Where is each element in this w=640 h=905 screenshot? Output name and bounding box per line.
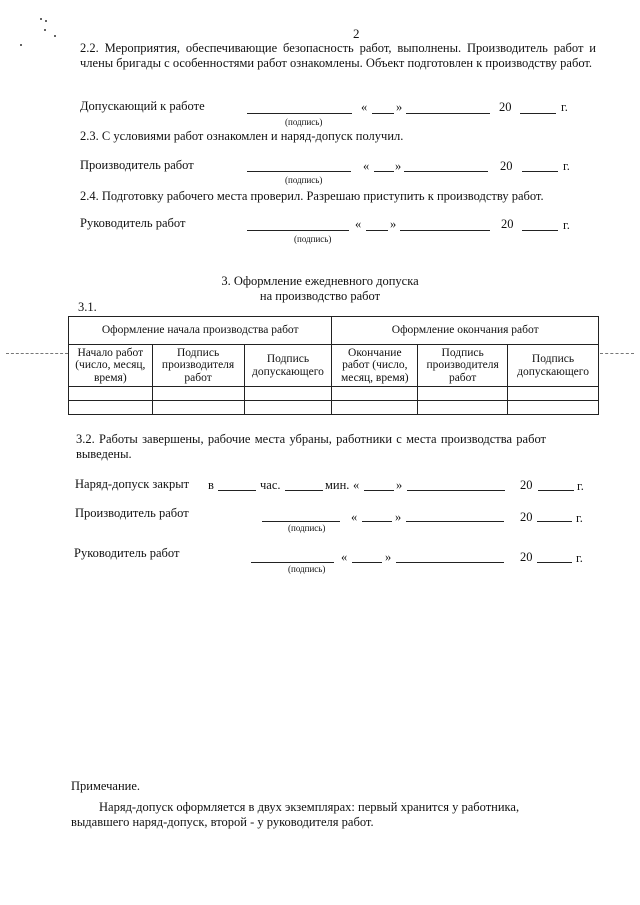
quote-close: »: [396, 100, 403, 114]
year-prefix: 20: [520, 478, 533, 492]
table-row: [69, 387, 599, 401]
day-line: [362, 521, 392, 522]
month-line: [406, 113, 490, 114]
header-start-group: Оформление начала производства работ: [69, 317, 332, 345]
quote-close: »: [396, 478, 403, 492]
signature-line: [247, 113, 352, 114]
quote-open: «: [351, 510, 358, 524]
page-number: 2: [353, 26, 360, 41]
table-cell[interactable]: [332, 387, 418, 401]
day-line: [374, 171, 394, 172]
scan-speck: [54, 35, 56, 37]
table-cell[interactable]: [152, 387, 244, 401]
signature-line: [247, 230, 349, 231]
table-cell[interactable]: [69, 401, 153, 415]
quote-open: «: [353, 478, 360, 492]
year-prefix: 20: [501, 217, 514, 231]
section-3-2-text: 3.2. Работы завершены, рабочие места убраны, работники с места производства работ выведены.: [76, 432, 546, 461]
table-cell[interactable]: [418, 387, 508, 401]
year-suffix: г.: [563, 218, 570, 232]
day-line: [372, 113, 394, 114]
table-cell[interactable]: [152, 401, 244, 415]
closed-label: Наряд-допуск закрыт: [75, 477, 190, 491]
quote-close: »: [395, 159, 402, 173]
year-line: [520, 113, 556, 114]
year-line: [522, 171, 558, 172]
year-line: [537, 562, 572, 563]
section-2-4-text: 2.4. Подготовку рабочего места проверил. Разрешаю приступить к производству работ.: [80, 189, 544, 203]
role-work-producer: Производитель работ: [80, 158, 194, 172]
note-title: Примечание.: [71, 779, 141, 793]
year-suffix: г.: [577, 479, 584, 493]
column-header: Подпись производителя работ: [152, 345, 244, 387]
year-suffix: г.: [576, 551, 583, 565]
section-2-2-text: 2.2. Мероприятия, обеспечивающие безопасность работ, выполнены. Производитель работ и члены бригады с особенностями работ ознакомлены. Объект подготовлен к производству работ.: [80, 41, 596, 70]
signature-line: [247, 171, 351, 172]
role-work-manager: Руководитель работ: [74, 546, 180, 560]
month-line: [407, 490, 505, 491]
year-line: [538, 490, 574, 491]
year-suffix: г.: [561, 100, 568, 114]
quote-close: »: [390, 217, 397, 231]
signature-hint: (подпись): [294, 234, 332, 244]
table-cell[interactable]: [508, 387, 599, 401]
quote-open: «: [361, 100, 368, 114]
minutes-label: мин.: [325, 478, 350, 492]
year-suffix: г.: [563, 159, 570, 173]
quote-open: «: [341, 550, 348, 564]
header-end-group: Оформление окончания работ: [332, 317, 599, 345]
scan-fold-line: [6, 353, 68, 354]
table-cell[interactable]: [244, 401, 332, 415]
quote-close: »: [395, 510, 402, 524]
hours-line: [218, 490, 256, 491]
signature-hint: (подпись): [288, 523, 326, 533]
note-text: Наряд-допуск оформляется в двух экземплярах: первый хранится у работника, выдавшего наряд-допуск, второй - у руководителя работ.: [71, 800, 520, 829]
year-suffix: г.: [576, 511, 583, 525]
table-cell[interactable]: [418, 401, 508, 415]
year-line: [537, 521, 572, 522]
day-line: [364, 490, 394, 491]
scan-speck: [44, 29, 46, 31]
month-line: [404, 171, 488, 172]
column-header: Начало работ (число, месяц, время): [69, 345, 153, 387]
hours-label: час.: [260, 478, 281, 492]
table-cell[interactable]: [69, 387, 153, 401]
year-prefix: 20: [499, 100, 512, 114]
month-line: [406, 521, 504, 522]
quote-open: «: [363, 159, 370, 173]
minutes-line: [285, 490, 323, 491]
day-line: [366, 230, 388, 231]
signature-hint: (подпись): [285, 175, 323, 185]
quote-close: »: [385, 550, 392, 564]
scan-speck: [40, 18, 42, 20]
column-header: Подпись допускающего: [508, 345, 599, 387]
role-work-manager: Руководитель работ: [80, 216, 186, 230]
section-2-3-text: 2.3. С условиями работ ознакомлен и наряд-допуск получил.: [80, 129, 404, 143]
signature-hint: (подпись): [288, 564, 326, 574]
year-prefix: 20: [500, 159, 513, 173]
daily-admission-table: [68, 316, 599, 415]
month-line: [396, 562, 504, 563]
role-work-producer: Производитель работ: [75, 506, 189, 520]
table-row: [69, 401, 599, 415]
quote-open: «: [355, 217, 362, 231]
table-cell[interactable]: [332, 401, 418, 415]
column-header: Подпись производителя работ: [418, 345, 508, 387]
year-prefix: 20: [520, 550, 533, 564]
month-line: [400, 230, 490, 231]
section-3-subtitle: на производство работ: [259, 289, 381, 303]
section-3-title: 3. Оформление ежедневного допуска: [221, 274, 419, 288]
signature-line: [262, 521, 340, 522]
column-header: Подпись допускающего: [244, 345, 332, 387]
year-prefix: 20: [520, 510, 533, 524]
signature-line: [251, 562, 334, 563]
sub-label-3-1: 3.1.: [78, 300, 97, 314]
table-cell[interactable]: [508, 401, 599, 415]
column-header: Окончание работ (число, месяц, время): [332, 345, 418, 387]
year-line: [522, 230, 558, 231]
scan-speck: [20, 44, 22, 46]
scan-fold-line: [600, 353, 634, 354]
in-label: в: [208, 478, 214, 492]
signature-hint: (подпись): [285, 117, 323, 127]
role-admitting: Допускающий к работе: [80, 99, 205, 113]
day-line: [352, 562, 382, 563]
table-cell[interactable]: [244, 387, 332, 401]
scan-speck: [45, 20, 47, 22]
